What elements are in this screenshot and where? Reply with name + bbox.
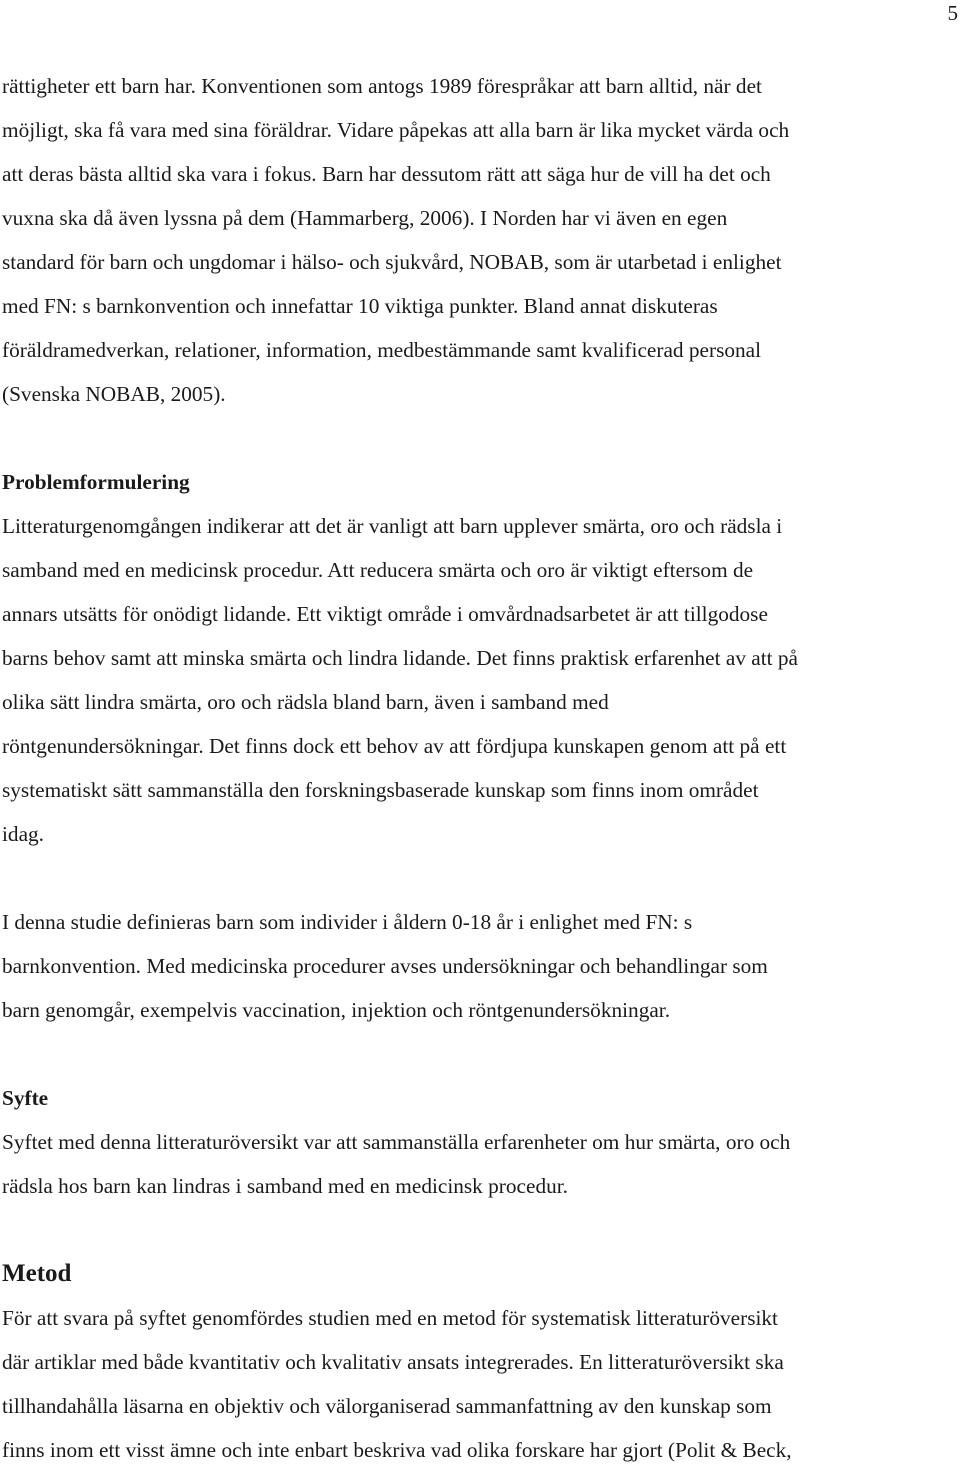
text-line: rättigheter ett barn har. Konventionen som antogs 1989 förespråkar att barn alltid, när det	[2, 74, 762, 98]
text-line: tillhandahålla läsarna en objektiv och välorganiserad sammanfattning av den kunskap som	[2, 1394, 772, 1418]
text-line: För att svara på syftet genomfördes studien med en metod för systematisk litteraturöversikt	[2, 1306, 778, 1330]
section-heading-problemformulering: Problemformulering	[2, 470, 190, 494]
text-line: finns inom ett visst ämne och inte enbart beskriva vad olika forskare har gjort (Polit & Beck,	[2, 1438, 792, 1462]
text-line: Litteraturgenomgången indikerar att det är vanligt att barn upplever smärta, oro och rädsla i	[2, 514, 783, 538]
page-number: 5	[947, 1, 958, 25]
text-line: föräldramedverkan, relationer, information, medbestämmande samt kvalificerad personal	[2, 338, 762, 362]
text-line: möjligt, ska få vara med sina föräldrar. Vidare påpekas att alla barn är lika mycket värda och	[2, 118, 790, 142]
text-line: barnkonvention. Med medicinska procedurer avses undersökningar och behandlingar som	[2, 954, 768, 978]
text-line: systematiskt sätt sammanställa den forskningsbaserade kunskap som finns inom området	[2, 778, 759, 802]
text-line: vuxna ska då även lyssna på dem (Hammarberg, 2006). I Norden har vi även en egen	[2, 206, 728, 230]
syfte-paragraph	[2, 1120, 958, 1208]
section-heading-syfte: Syfte	[2, 1086, 49, 1110]
text-line: (Svenska NOBAB, 2005).	[2, 382, 226, 406]
spacer	[2, 1032, 958, 1076]
spacer	[2, 856, 958, 900]
definition-paragraph	[2, 900, 958, 1032]
text-line: idag.	[2, 822, 44, 846]
section-heading-metod: Metod	[2, 1260, 72, 1287]
text-line: barns behov samt att minska smärta och lindra lidande. Det finns praktisk erfarenhet av att på	[2, 646, 799, 670]
document-body	[2, 64, 958, 1472]
metod-paragraph	[2, 1296, 958, 1472]
problem-paragraph	[2, 504, 958, 856]
text-line: olika sätt lindra smärta, oro och rädsla bland barn, även i samband med	[2, 690, 609, 714]
text-line: I denna studie definieras barn som individer i åldern 0-18 år i enlighet med FN: s	[2, 910, 693, 934]
text-line: Syftet med denna litteraturöversikt var att sammanställa erfarenheter om hur smärta, oro och	[2, 1130, 791, 1154]
text-line: röntgenundersökningar. Det finns dock ett behov av att fördjupa kunskapen genom att på ett	[2, 734, 787, 758]
intro-paragraph	[2, 64, 958, 416]
text-line: där artiklar med både kvantitativ och kvalitativ ansats integrerades. En litteraturöversikt ska	[2, 1350, 784, 1374]
text-line: annars utsätts för onödigt lidande. Ett viktigt område i omvårdnadsarbetet är att tillgodose	[2, 602, 768, 626]
spacer	[2, 416, 958, 460]
text-line: samband med en medicinsk procedur. Att reducera smärta och oro är viktigt eftersom de	[2, 558, 754, 582]
spacer	[2, 1208, 958, 1252]
text-line: rädsla hos barn kan lindras i samband med en medicinsk procedur.	[2, 1174, 568, 1198]
text-line: att deras bästa alltid ska vara i fokus. Barn har dessutom rätt att säga hur de vill ha det och	[2, 162, 771, 186]
text-line: barn genomgår, exempelvis vaccination, injektion och röntgenundersökningar.	[2, 998, 671, 1022]
text-line: med FN: s barnkonvention och innefattar 10 viktiga punkter. Bland annat diskuteras	[2, 294, 718, 318]
text-line: standard för barn och ungdomar i hälso- och sjukvård, NOBAB, som är utarbetad i enlighet	[2, 250, 782, 274]
